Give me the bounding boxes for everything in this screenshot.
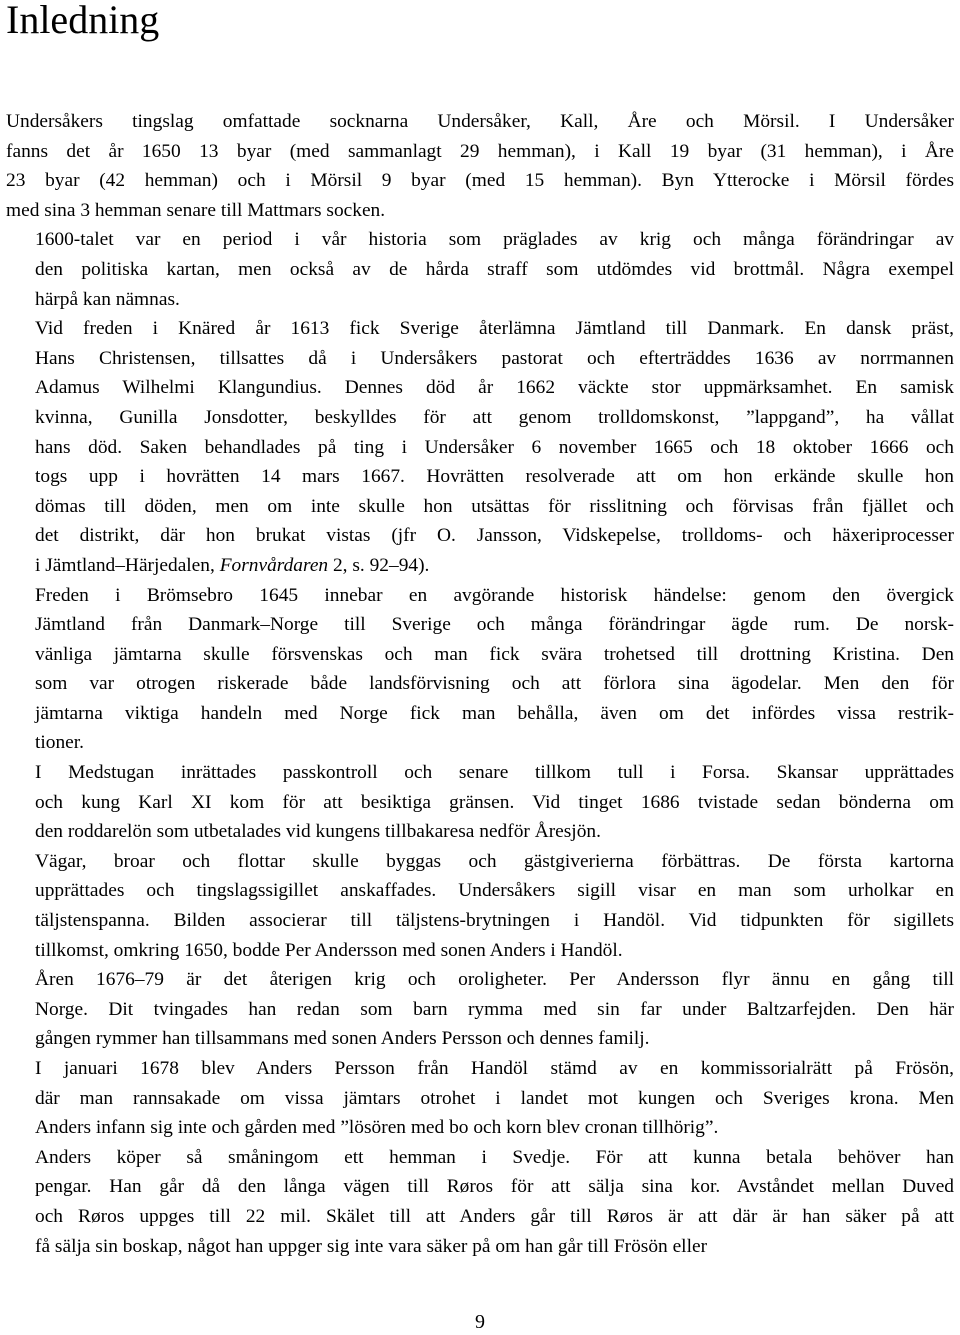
italic-title: Fornvårdaren <box>219 554 329 576</box>
paragraph <box>6 225 954 314</box>
paragraph <box>6 965 954 1054</box>
text-line: Jämtland från Danmark–Norge till Sverige och många förändringar ägde rum. De norsk- <box>35 614 954 636</box>
paragraph <box>6 1143 954 1261</box>
text-line: i Jämtland–Härjedalen, Fornvårdaren 2, s. 92–94). <box>35 554 430 576</box>
paragraph <box>6 847 954 965</box>
text-line: Norge. Dit tvingades han redan som barn rymma med sin far under Baltzarfejden. Den här <box>35 998 954 1020</box>
text-line: täljstenspanna. Bilden associerar till täljstens-brytningen i Handöl. Vid tidpunkten för sigillets <box>35 910 954 932</box>
paragraph <box>6 314 954 580</box>
text-line: 23 byar (42 hemman) och i Mörsil 9 byar (med 15 hemman). Byn Ytterocke i Mörsil fördes <box>6 170 954 192</box>
text-line: upprättades och tingslagssigillet anskaffades. Undersåkers sigill visar en man som urholkar en <box>35 880 954 902</box>
text-line: Hans Christensen, tillsattes då i Undersåkers pastorat och efterträddes 1636 av norrmannen <box>35 347 954 369</box>
page-title: Inledning <box>6 0 160 42</box>
text-line: vänliga jämtarna skulle försvenskas och man fick svära trohetsed till drottning Kristina. Den <box>35 643 954 665</box>
text-line: Undersåkers tingslag omfattade socknarna Undersåker, Kall, Åre och Mörsil. I Undersåker <box>6 111 954 132</box>
paragraph <box>6 581 954 759</box>
text-line: Adamus Wilhelmi Klangundius. Dennes död år 1662 väckte stor uppmärksamhet. En samisk <box>35 377 954 399</box>
text-line: Vid freden i Knäred år 1613 fick Sverige återlämna Jämtland till Danmark. En dansk präst, <box>35 318 954 340</box>
body-text <box>6 107 954 1261</box>
text-line: där man rannsakade om vissa jämtars otrohet i landet mot kungen och Sveriges krona. Men <box>35 1087 954 1109</box>
text-line: kvinna, Gunilla Jonsdotter, beskylldes för att genom trolldomskonst, ”lappgand”, ha vållat <box>35 406 954 428</box>
text-line: togs upp i hovrätten 14 mars 1667. Hovrätten resolverade att om hon erkände skulle hon <box>35 466 954 488</box>
text-line: dömas till döden, men om inte skulle hon utsättas för risslitning och förvisas från fjället och <box>35 495 954 517</box>
text-line: tillkomst, omkring 1650, bodde Per Andersson med sonen Anders i Handöl. <box>35 939 623 961</box>
text-line: Freden i Brömsebro 1645 innebar en avgörande historisk händelse: genom den övergick <box>35 584 954 606</box>
paragraph <box>6 107 954 225</box>
text-line: fanns det år 1650 13 byar (med sammanlagt 29 hemman), i Kall 19 byar (31 hemman), i Åre <box>6 140 954 162</box>
text-line: som var otrogen riskerade både landsförvisning och att förlora sina ägodelar. Men den för <box>35 673 954 695</box>
text-line: I januari 1678 blev Anders Persson från Handöl stämd av en kommissorialrätt på Frösön, <box>35 1058 954 1079</box>
paragraph <box>6 758 954 847</box>
text-line: härpå kan nämnas. <box>35 288 180 310</box>
paragraph <box>6 1054 954 1143</box>
text-line: med sina 3 hemman senare till Mattmars socken. <box>6 199 386 221</box>
text-line: Anders infann sig inte och gården med ”lösören med bo och korn blev cronan tillhörig”. <box>35 1117 719 1139</box>
text-line: Åren 1676–79 är det återigen krig och oroligheter. Per Andersson flyr ännu en gång till <box>35 969 954 991</box>
text-line: jämtarna viktiga handeln med Norge fick man behålla, även om det infördes vissa restrik- <box>35 702 954 724</box>
text-line: och kung Karl XI kom för att besiktiga gränsen. Vid tinget 1686 tvistade sedan bönderna om <box>35 791 954 813</box>
text-line: få sälja sin boskap, något han uppger sig inte vara säker på om han går till Frösön eller <box>35 1235 708 1257</box>
text-line: och Røros uppges till 22 mil. Skälet till att Anders går till Røros är att där är han säker på att <box>35 1205 954 1227</box>
text-line: hans död. Saken behandlades på ting i Undersåker 6 november 1665 och 18 oktober 1666 och <box>35 436 954 458</box>
text-line: gången rymmer han tillsammans med sonen Anders Persson och dennes familj. <box>35 1028 650 1050</box>
text-line: den roddarelön som utbetalades vid kungens tillbakaresa nedför Åresjön. <box>35 821 601 843</box>
text-line: I Medstugan inrättades passkontroll och senare tillkom tull i Forsa. Skansar upprättades <box>35 762 954 784</box>
text-line: det distrikt, där hon brukat vistas (jfr O. Jansson, Vidskepelse, trolldoms- och häxeriprocesser <box>35 525 954 547</box>
text-line: pengar. Han går då den långa vägen till Røros för att sälja sina kor. Avståndet mellan Duved <box>35 1176 954 1198</box>
text-line: 1600-talet var en period i vår historia som präglades av krig och många förändringar av <box>35 229 954 251</box>
page-number: 9 <box>475 1311 485 1333</box>
text-line: Vägar, broar och flottar skulle byggas och gästgiverierna förbättras. De första kartorna <box>35 850 954 872</box>
text-line: den politiska kartan, men också av de hårda straff som utdömdes vid brottmål. Några exempel <box>35 258 954 280</box>
text-line: tioner. <box>35 732 85 754</box>
text-line: Anders köper så småningom ett hemman i Svedje. För att kunna betala behöver han <box>35 1146 954 1168</box>
